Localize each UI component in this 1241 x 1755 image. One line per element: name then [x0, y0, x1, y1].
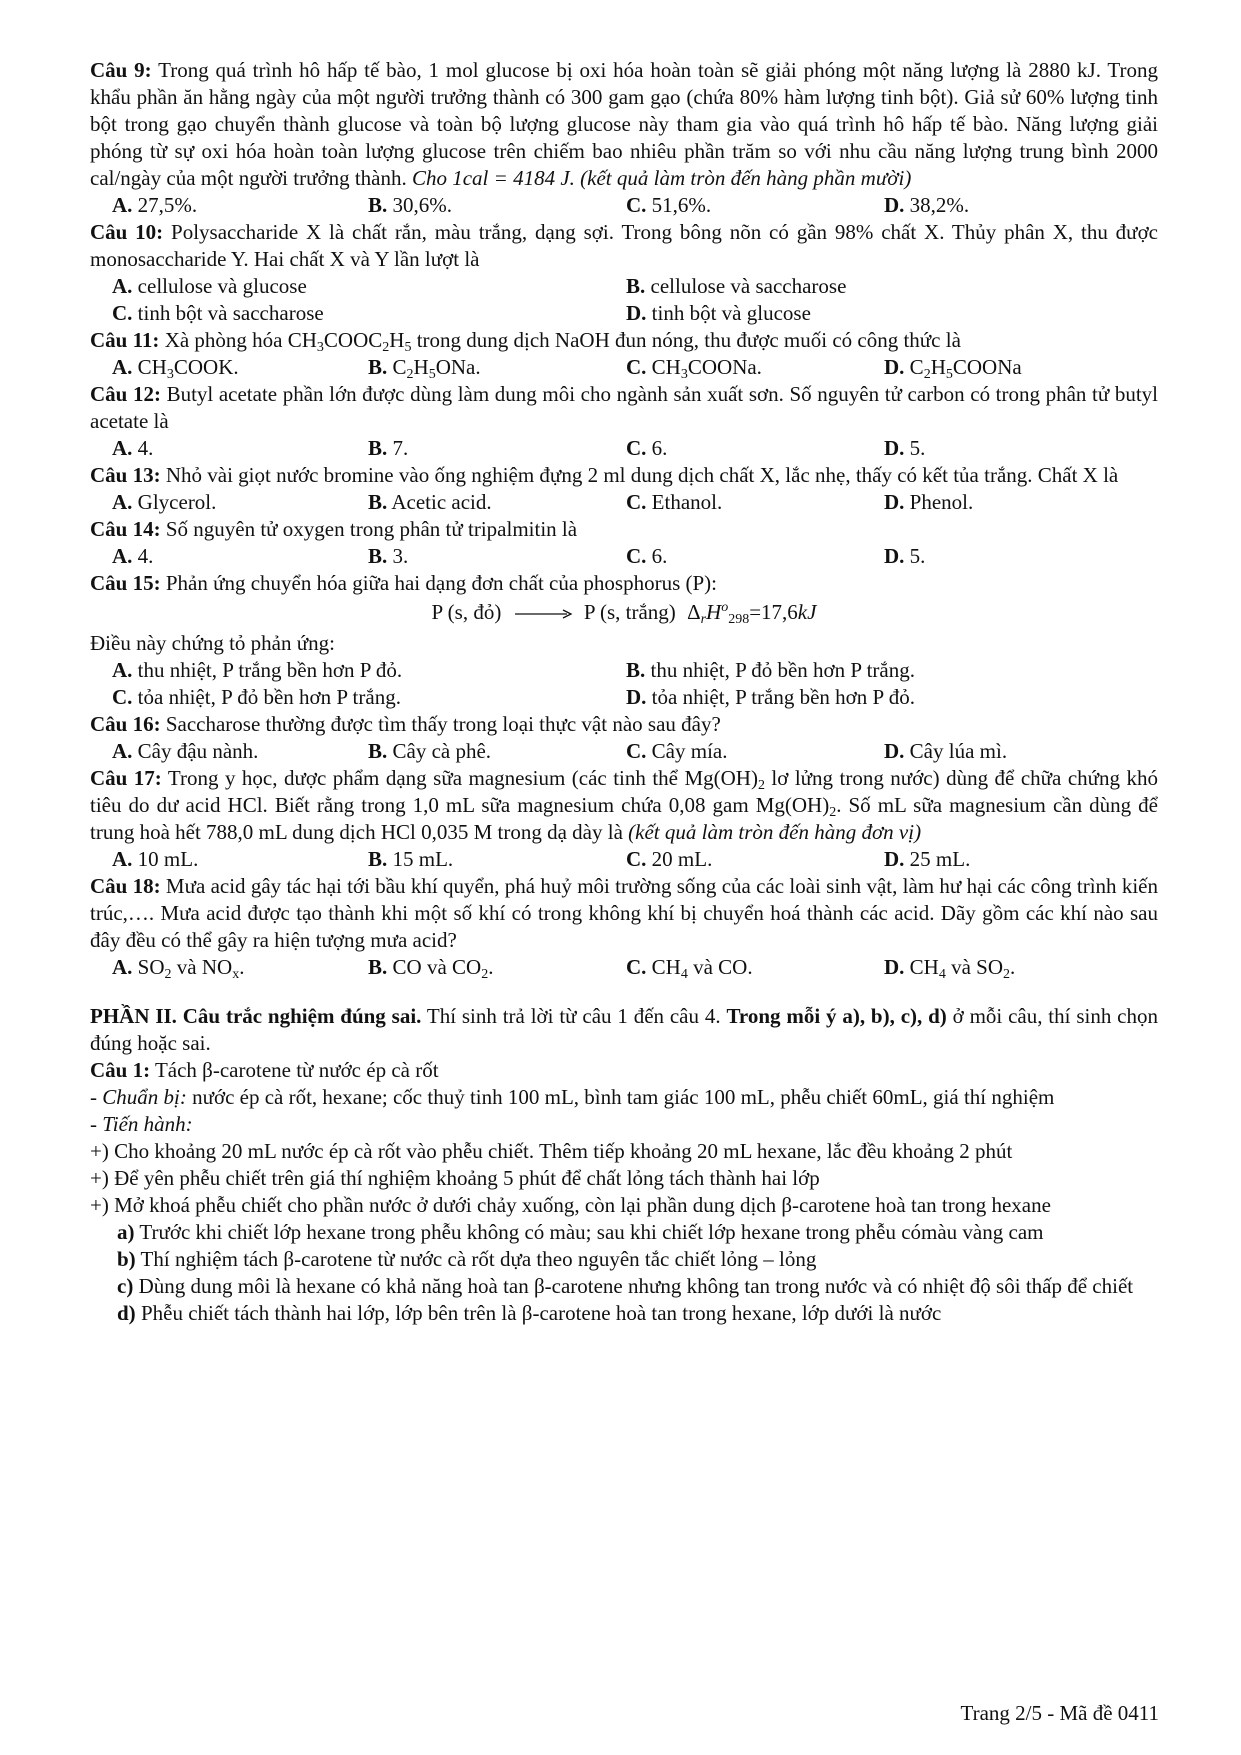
question-16-options [90, 738, 1158, 765]
option-d[interactable]: D. 38,2%. [884, 193, 970, 217]
option-a[interactable]: A. $CH_3COOK$. [112, 355, 239, 382]
option-c[interactable]: C. 6. [626, 544, 668, 568]
option-b[interactable]: B. Cây cà phê. [368, 739, 492, 763]
question-11-options [90, 354, 1158, 381]
option-b[interactable]: B. $C_2H_5ONa$. [368, 355, 481, 382]
option-c[interactable]: C. $CH_3COONa$. [626, 355, 762, 382]
option-d[interactable]: D. Cây lúa mì. [884, 739, 1008, 763]
option-c[interactable]: C. Cây mía. [626, 739, 728, 763]
question-10-options-row2 [90, 300, 1158, 327]
option-b[interactable]: B. CO và $CO_2$. [368, 955, 494, 982]
option-b[interactable]: B. 30,6%. [368, 193, 453, 217]
question-15: Câu 15: Phản ứng chuyển hóa giữa hai dạng đơn chất của phosphorus (P): [90, 571, 718, 595]
question-9-options [90, 192, 1158, 219]
option-c[interactable]: C. Ethanol. [626, 490, 723, 514]
statement-d[interactable]: d) Phễu chiết tách thành hai lớp, lớp bên trên là β-carotene hoà tan trong hexane, lớp dưới là nước [117, 1301, 942, 1325]
exam-page [90, 57, 1158, 1327]
option-a[interactable]: A. cellulose và glucose [112, 274, 307, 298]
question-17-options [90, 846, 1158, 873]
option-a[interactable]: A. Glycerol. [112, 490, 217, 514]
option-a[interactable]: A. thu nhiệt, P trắng bền hơn P đỏ. [112, 658, 403, 682]
option-d[interactable]: D. tỏa nhiệt, P trắng bền hơn P đỏ. [626, 685, 915, 709]
question-11: Câu 11: Xà phòng hóa $CH_3COOC_2H_5$ trong dung dịch NaOH đun nóng, thu được muối có công thức là [90, 328, 961, 355]
option-d[interactable]: D. 25 mL. [884, 847, 971, 871]
formula: $SO_2$ và $NO_x$. [137, 955, 245, 982]
option-b[interactable]: B. thu nhiệt, P đỏ bền hơn P trắng. [626, 658, 915, 682]
statement-a[interactable]: a) Trước khi chiết lớp hexane trong phễu không có màu; sau khi chiết lớp hexane trong phễu cómàu vàng cam [117, 1220, 1044, 1244]
question-14-options [90, 543, 1158, 570]
question-18-options [90, 954, 1158, 981]
option-a[interactable]: A. $SO_2$ và $NO_x$. [112, 955, 245, 982]
formula: $CH_3COONa$. [651, 355, 762, 382]
option-c[interactable]: C. tinh bột và saccharose [112, 301, 324, 325]
question-18: Câu 18: Mưa acid gây tác hại tới bầu khí quyển, phá huỷ môi trường sống của các loài sinh vật, làm hư hại các công trình kiến trúc,…. Mưa acid được tạo thành khi một số khí có trong không khí bị chuyển hoá thành các acid. Dãy gồm các khí nào sau đây đều có thể gây ra hiện tượng mưa acid? [90, 874, 1158, 952]
option-b[interactable]: B. 3. [368, 544, 409, 568]
option-b[interactable]: B. cellulose và saccharose [626, 274, 847, 298]
question-15-options-row2 [90, 684, 1158, 711]
question-17: Câu 17: Trong y học, dược phẩm dạng sữa magnesium (các tinh thể $Mg(OH)_2$ lơ lửng trong nước) dùng để chữa chứng khó tiêu do dư acid HCl. Biết rằng trong 1,0 mL sữa magnesium chứa 0,08 gam $Mg(OH)_2$. Số mL sữa magnesium cần dùng để trung hoà hết 788,0 mL dung dịch HCl 0,035 M trong dạ dày là (kết quả làm tròn đến hàng đơn vị) [90, 766, 1158, 844]
option-c[interactable]: C. tỏa nhiệt, P đỏ bền hơn P trắng. [112, 685, 401, 709]
formula: $C_2H_5ONa$. [392, 355, 481, 382]
question-13-options [90, 489, 1158, 516]
procedure-step-3: +) Mở khoá phễu chiết cho phần nước ở dưới chảy xuống, còn lại phần dung dịch β-carotene hoà tan trong hexane [90, 1193, 1051, 1217]
statement-b[interactable]: b) Thí nghiệm tách β-carotene từ nước cà rốt dựa theo nguyên tắc chiết lỏng – lỏng [117, 1247, 817, 1271]
option-d[interactable]: D. tinh bột và glucose [626, 301, 811, 325]
option-d[interactable]: D. 5. [884, 544, 926, 568]
question-9: Câu 9: Trong quá trình hô hấp tế bào, 1 mol glucose bị oxi hóa hoàn toàn sẽ giải phóng một năng lượng là 2880 kJ. Trong khẩu phần ăn hằng ngày của một người trưởng thành có 300 gam gạo (chứa 80% hàm lượng tinh bột). Giả sử 60% lượng tinh bột trong gạo chuyển thành glucose và toàn bộ lượng glucose này tham gia vào quá trình hô hấp tế bào. Năng lượng giải phóng từ sự oxi hóa hoàn toàn lượng glucose trên chiếm bao nhiêu phần trăm so với nhu cầu năng lượng trung bình 2000 cal/ngày của một người trưởng thành. Cho 1cal = 4184 J. (kết quả làm tròn đến hàng phần mười) [90, 58, 1158, 190]
question-15-options-row1 [90, 657, 1158, 684]
part-2-question-1: Câu 1: Tách β-carotene từ nước ép cà rốt [90, 1058, 439, 1082]
option-b[interactable]: B. Acetic acid. [368, 490, 492, 514]
formula: $CH_3COOK$. [137, 355, 239, 382]
option-c[interactable]: C. $CH_4$ và CO. [626, 955, 753, 982]
question-16: Câu 16: Saccharose thường được tìm thấy trong loại thực vật nào sau đây? [90, 712, 721, 736]
question-10: Câu 10: Polysaccharide X là chất rắn, màu trắng, dạng sợi. Trong bông nõn có gần 98% chất X. Thủy phân X, thu được monosaccharide Y. Hai chất X và Y lần lượt là [90, 220, 1158, 271]
option-d[interactable]: D. 5. [884, 436, 926, 460]
question-15-prompt: Điều này chứng tỏ phản ứng: [90, 631, 335, 655]
option-a[interactable]: A. 10 mL. [112, 847, 199, 871]
option-b[interactable]: B. 15 mL. [368, 847, 454, 871]
question-13: Câu 13: Nhỏ vài giọt nước bromine vào ống nghiệm đựng 2 ml dung dịch chất X, lắc nhẹ, thấy có kết tủa trắng. Chất X là [90, 463, 1119, 487]
formula: $CH_4$ và $SO_2$. [909, 955, 1016, 982]
option-b[interactable]: B. 7. [368, 436, 409, 460]
option-a[interactable]: A. Cây đậu nành. [112, 739, 259, 763]
option-c[interactable]: C. 20 mL. [626, 847, 713, 871]
section-gap [90, 981, 1158, 1003]
procedure-label: - Tiến hành: [90, 1112, 193, 1136]
part-2-header: PHẦN II. Câu trắc nghiệm đúng sai. Thí sinh trả lời từ câu 1 đến câu 4. Trong mỗi ý a), b), c), d) ở mỗi câu, thí sinh chọn đúng hoặc sai. [90, 1004, 1158, 1055]
option-d[interactable]: D. $CH_4$ và $SO_2$. [884, 955, 1016, 982]
option-c[interactable]: C. 51,6%. [626, 193, 712, 217]
option-a[interactable]: A. 27,5%. [112, 193, 198, 217]
reaction-arrow-icon [513, 608, 573, 620]
preparation: - Chuẩn bị: nước ép cà rốt, hexane; cốc thuỷ tinh 100 mL, bình tam giác 100 mL, phễu chiết 60mL, giá thí nghiệm [90, 1085, 1055, 1109]
formula: CO và $CO_2$. [392, 955, 494, 982]
option-c[interactable]: C. 6. [626, 436, 668, 460]
question-12-options [90, 435, 1158, 462]
formula: $C_2H_5COONa$ [909, 355, 1022, 382]
formula: $CH_4$ và CO. [651, 955, 753, 982]
option-d[interactable]: D. Phenol. [884, 490, 974, 514]
question-10-options-row1 [90, 273, 1158, 300]
procedure-step-2: +) Để yên phễu chiết trên giá thí nghiệm khoảng 5 phút để chất lỏng tách thành hai lớp [90, 1166, 820, 1190]
page-footer: Trang 2/5 - Mã đề 0411 [960, 1701, 1159, 1725]
option-a[interactable]: A. 4. [112, 544, 154, 568]
option-a[interactable]: A. 4. [112, 436, 154, 460]
statement-c[interactable]: c) Dùng dung môi là hexane có khả năng hoà tan β-carotene nhưng không tan trong nước và có nhiệt độ sôi thấp để chiết [117, 1274, 1134, 1298]
reaction-equation: P (s, đỏ) P (s, trắng) $\Delta_rH^o_{298}=17,6kJ$ [431, 600, 817, 627]
procedure-step-1: +) Cho khoảng 20 mL nước ép cà rốt vào phễu chiết. Thêm tiếp khoảng 20 mL hexane, lắc đều khoảng 2 phút [90, 1139, 1013, 1163]
question-14: Câu 14: Số nguyên tử oxygen trong phân tử tripalmitin là [90, 517, 578, 541]
option-d[interactable]: D. $C_2H_5COONa$ [884, 355, 1022, 382]
question-12: Câu 12: Butyl acetate phần lớn được dùng làm dung môi cho ngành sản xuất sơn. Số nguyên tử carbon có trong phân tử butyl acetate là [90, 382, 1159, 433]
